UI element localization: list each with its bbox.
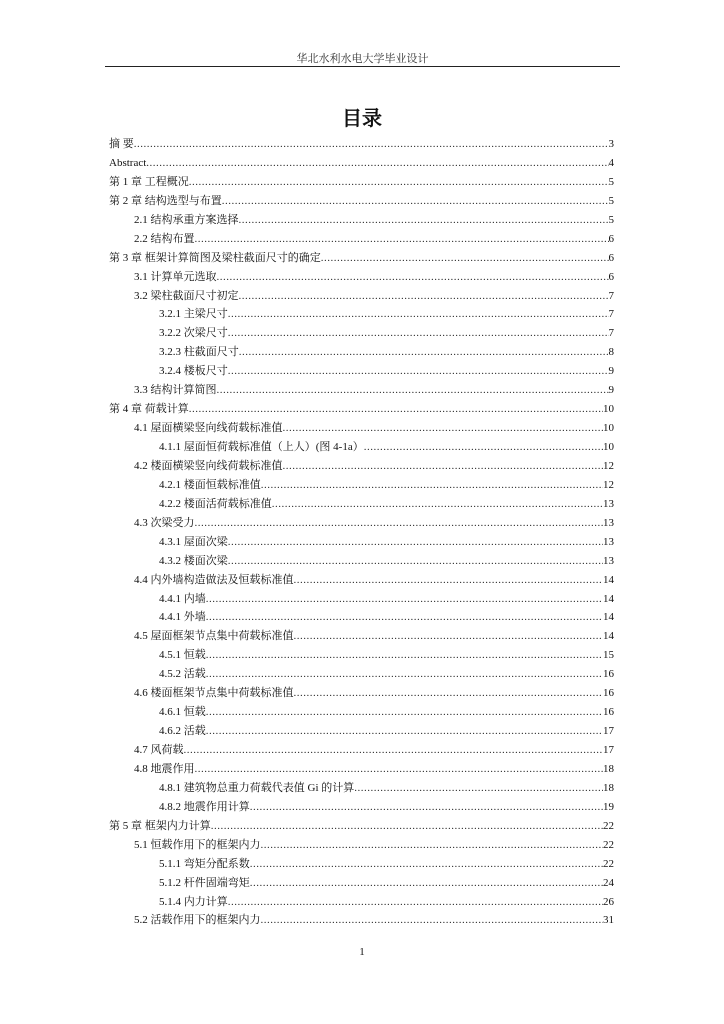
toc-entry-label: 4.3 次梁受力 (134, 516, 195, 529)
toc-entry-page: 7 (608, 289, 614, 302)
toc-entry-page: 19 (603, 800, 614, 813)
dot-leader (195, 230, 609, 249)
dot-leader (228, 305, 609, 324)
page-title: 目录 (342, 106, 382, 130)
toc-entry-page: 15 (603, 649, 614, 662)
toc-entry-label: 摘 要 (109, 138, 134, 150)
toc-entry-label: 4.1 屋面横梁竖向线荷载标准值 (134, 422, 283, 435)
toc-entry[interactable] (109, 893, 614, 912)
toc-entry-label: 4.8 地震作用 (134, 762, 195, 775)
toc-entry-page: 13 (603, 497, 614, 510)
toc-entry-label: 3.2.4 楼板尺寸 (159, 365, 228, 378)
toc-entry-page: 7 (608, 327, 614, 340)
dot-leader (195, 514, 604, 533)
dot-leader (294, 627, 604, 646)
toc-entry-label: 3.2 梁柱截面尺寸初定 (134, 289, 239, 302)
toc-entry-label: 4.3.2 楼面次梁 (159, 554, 228, 567)
dot-leader (228, 533, 603, 552)
toc-entry-label: 4.5.2 活载 (159, 668, 206, 681)
toc-entry[interactable] (109, 627, 614, 646)
toc-entry-page: 13 (603, 516, 614, 529)
toc-entry-page: 31 (603, 914, 614, 927)
toc-entry-label: 4.4 内外墙构造做法及恒载标准值 (134, 573, 294, 586)
toc-entry-label: 4.3.1 屋面次梁 (159, 535, 228, 548)
toc-entry[interactable] (109, 476, 614, 495)
dot-leader (261, 836, 604, 855)
toc-entry-label: 第 1 章 工程概况 (109, 175, 189, 188)
toc-entry-label: 5.2 活载作用下的框架内力 (134, 914, 261, 927)
toc-entry[interactable] (109, 173, 614, 192)
dot-leader (228, 362, 609, 381)
running-header: 华北水利水电大学毕业设计 (296, 53, 429, 65)
toc-entry[interactable] (109, 646, 614, 665)
dot-leader (195, 760, 604, 779)
toc-entry[interactable] (109, 362, 614, 381)
toc-entry-page: 17 (603, 744, 614, 756)
dot-leader (364, 438, 603, 457)
toc-entry[interactable] (109, 211, 614, 230)
toc-entry-label: 4.6.1 恒载 (159, 706, 206, 719)
dot-leader (189, 173, 609, 192)
toc-entry-label: 3.2.3 柱截面尺寸 (159, 346, 239, 359)
dot-leader (250, 874, 603, 893)
dot-leader (239, 343, 609, 362)
toc-entry[interactable] (109, 874, 614, 893)
dot-leader (250, 798, 603, 817)
toc-entry[interactable] (109, 135, 614, 154)
toc-entry-page: 14 (603, 630, 614, 643)
dot-leader (189, 400, 603, 419)
toc-entry[interactable] (109, 249, 614, 268)
toc-entry[interactable] (109, 438, 614, 457)
toc-entry-label: 4.6 楼面框架节点集中荷载标准值 (134, 687, 294, 700)
toc-entry[interactable] (109, 571, 614, 590)
toc-entry-label: 4.1.1 屋面恒荷载标准值（上人）(图 4-1a） (159, 441, 364, 453)
toc-entry-page: 8 (608, 346, 614, 359)
toc-entry[interactable] (109, 911, 614, 930)
toc-entry-page: 5 (608, 175, 614, 188)
toc-entry-page: 9 (608, 365, 614, 378)
toc-entry-page: 17 (603, 725, 614, 738)
dot-leader (294, 684, 604, 703)
header-divider (105, 66, 620, 67)
dot-leader (239, 211, 609, 230)
toc-entry-page: 22 (603, 819, 614, 832)
toc-entry-page: 4 (608, 156, 614, 169)
toc-entry-page: 13 (603, 535, 614, 548)
toc-entry-label: 5.1 恒载作用下的框架内力 (134, 838, 261, 851)
toc-entry[interactable] (109, 154, 614, 173)
toc-entry[interactable] (109, 665, 614, 684)
toc-entry[interactable] (109, 779, 614, 798)
toc-entry-label: 4.2.1 楼面恒载标准值 (159, 478, 261, 491)
toc-entry-label: 4.4.1 内墙 (159, 592, 206, 605)
toc-entry-page: 3 (608, 138, 614, 150)
toc-entry-label: Abstract (109, 156, 147, 169)
dot-leader (222, 192, 609, 211)
toc-entry-page: 16 (603, 668, 614, 681)
toc-entry-label: 3.2.2 次梁尺寸 (159, 327, 228, 340)
toc-entry-label: 4.2 楼面横梁竖向线荷载标准值 (134, 459, 283, 472)
toc-entry-page: 9 (608, 384, 614, 397)
dot-leader (184, 741, 604, 760)
toc-entry-page: 10 (603, 403, 614, 416)
dot-leader (206, 590, 603, 609)
toc-entry-label: 第 3 章 框架计算简图及梁柱截面尺寸的确定 (109, 251, 321, 264)
dot-leader (354, 779, 603, 798)
dot-leader (228, 552, 603, 571)
dot-leader (206, 665, 603, 684)
dot-leader (134, 135, 609, 154)
page-number: 1 (359, 946, 365, 958)
toc-entry-page: 13 (603, 554, 614, 567)
toc-entry-page: 5 (608, 194, 614, 207)
dot-leader (283, 419, 604, 438)
dot-leader (211, 817, 603, 836)
toc-entry-label: 3.1 计算单元选取 (134, 270, 217, 283)
toc-entry[interactable] (109, 855, 614, 874)
dot-leader (250, 855, 603, 874)
dot-leader (206, 722, 603, 741)
toc-entry-label: 3.2.1 主梁尺寸 (159, 308, 228, 321)
dot-leader (146, 154, 608, 173)
toc-entry[interactable] (109, 722, 614, 741)
toc-entry-label: 4.8.1 建筑物总重力荷载代表值 Gi 的计算 (159, 781, 355, 794)
toc-entry-label: 4.5.1 恒载 (159, 649, 206, 662)
toc-entry[interactable] (109, 305, 614, 324)
toc-entry-label: 5.1.4 内力计算 (159, 895, 228, 908)
toc-entry-page: 5 (608, 213, 614, 226)
toc-entry-page: 24 (603, 876, 614, 889)
toc-entry[interactable] (109, 495, 614, 514)
toc-entry[interactable] (109, 381, 614, 400)
toc-entry[interactable] (109, 817, 614, 836)
toc-entry-page: 16 (603, 706, 614, 719)
toc-entry-label: 4.6.2 活载 (159, 725, 206, 738)
toc-entry-page: 10 (603, 441, 614, 453)
toc-entry-page: 18 (603, 781, 614, 794)
toc-entry-label: 4.7 风荷载 (134, 744, 184, 756)
dot-leader (206, 646, 603, 665)
dot-leader (206, 703, 603, 722)
dot-leader (206, 608, 603, 627)
toc-entry-page: 22 (603, 838, 614, 851)
toc-entry-page: 14 (603, 592, 614, 605)
dot-leader (261, 476, 603, 495)
toc-entry[interactable] (109, 514, 614, 533)
dot-leader (283, 457, 604, 476)
toc-entry-page: 16 (603, 687, 614, 700)
toc-entry-page: 12 (603, 478, 614, 491)
toc-entry[interactable] (109, 608, 614, 627)
toc-entry-label: 4.8.2 地震作用计算 (159, 800, 250, 813)
toc-entry[interactable] (109, 419, 614, 438)
toc-entry[interactable] (109, 268, 614, 287)
toc-entry[interactable] (109, 590, 614, 609)
toc-entry-page: 10 (603, 422, 614, 435)
toc-entry-label: 第 5 章 框架内力计算 (109, 819, 211, 832)
toc-entry-label: 5.1.1 弯矩分配系数 (159, 857, 250, 870)
dot-leader (228, 893, 603, 912)
toc-entry[interactable] (109, 741, 614, 760)
toc-entry[interactable] (109, 343, 614, 362)
toc-entry-page: 6 (608, 232, 614, 245)
dot-leader (217, 268, 609, 287)
dot-leader (321, 249, 609, 268)
toc-entry-page: 12 (603, 459, 614, 472)
toc-entry-page: 14 (603, 573, 614, 586)
toc-entry[interactable] (109, 230, 614, 249)
toc-entry[interactable] (109, 703, 614, 722)
toc-entry[interactable] (109, 533, 614, 552)
toc-entry-page: 6 (608, 270, 614, 283)
toc-entry-label: 第 2 章 结构选型与布置 (109, 194, 222, 207)
toc-entry[interactable] (109, 192, 614, 211)
toc-entry-page: 18 (603, 762, 614, 775)
toc-entry-label: 4.2.2 楼面活荷载标准值 (159, 497, 272, 510)
dot-leader (228, 324, 609, 343)
dot-leader (294, 571, 604, 590)
dot-leader (261, 911, 604, 930)
toc-entry-label: 3.3 结构计算简图 (134, 384, 217, 397)
dot-leader (272, 495, 603, 514)
toc-entry[interactable] (109, 287, 614, 306)
dot-leader (239, 287, 609, 306)
toc-entry[interactable] (109, 760, 614, 779)
toc-entry-label: 4.4.1 外墙 (159, 611, 206, 624)
toc-entry-label: 2.1 结构承重方案选择 (134, 213, 239, 226)
toc-entry[interactable] (109, 324, 614, 343)
toc-entry-page: 22 (603, 857, 614, 870)
toc-entry-label: 第 4 章 荷载计算 (109, 403, 189, 416)
toc-entry-page: 7 (608, 308, 614, 321)
toc-entry[interactable] (109, 552, 614, 571)
toc-entry-page: 26 (603, 895, 614, 908)
dot-leader (217, 381, 609, 400)
toc-entry-page: 14 (603, 611, 614, 624)
table-of-contents (109, 135, 614, 930)
toc-entry[interactable] (109, 457, 614, 476)
toc-entry[interactable] (109, 798, 614, 817)
toc-entry[interactable] (109, 684, 614, 703)
toc-entry-page: 6 (608, 251, 614, 264)
toc-entry-label: 5.1.2 杆件固端弯矩 (159, 876, 250, 889)
toc-entry-label: 2.2 结构布置 (134, 232, 195, 245)
toc-entry[interactable] (109, 836, 614, 855)
toc-entry[interactable] (109, 400, 614, 419)
toc-entry-label: 4.5 屋面框架节点集中荷载标准值 (134, 630, 294, 643)
